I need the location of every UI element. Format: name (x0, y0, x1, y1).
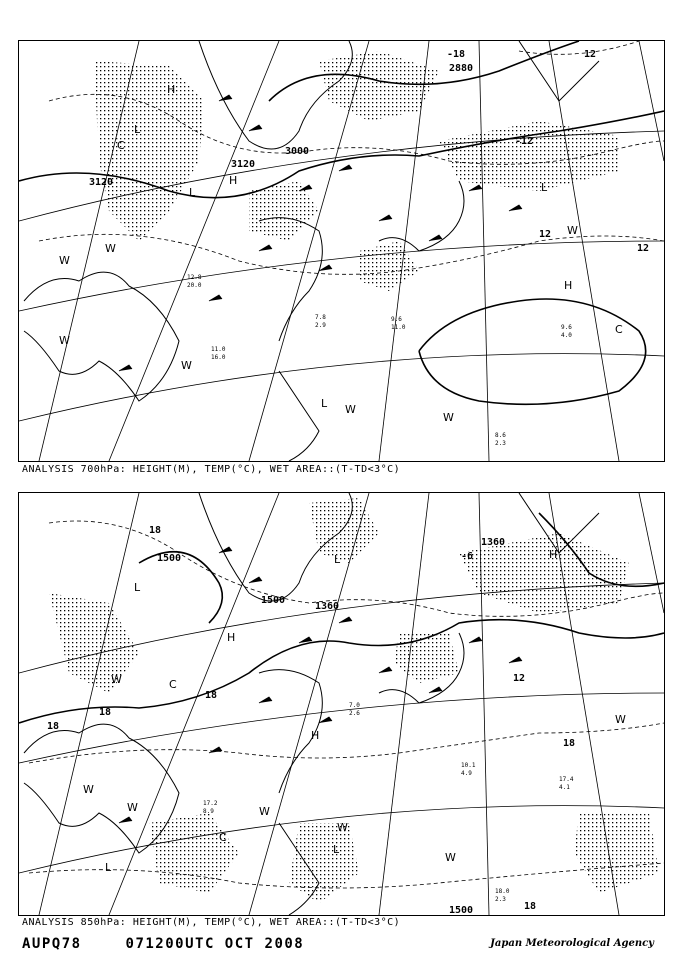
isotherm-label-12-a: 12 (539, 229, 552, 240)
product-code: AUPQ78 (22, 936, 82, 952)
wind-barbs (119, 547, 522, 823)
station-temp: 9.6 (391, 316, 402, 323)
map-panel-850hpa (18, 492, 665, 916)
pressure-center-low: L (189, 186, 196, 199)
station-dewpoint: 4.1 (559, 784, 570, 791)
pressure-center-cold: C (219, 831, 227, 844)
pressure-center-low: L (105, 861, 112, 874)
pressure-center-warm: W (181, 359, 192, 372)
isotherm-label-18: 18 (99, 707, 112, 718)
station-plots (203, 702, 574, 903)
contour-label-3000: 3000 (285, 146, 310, 157)
pressure-center-high: H (311, 729, 320, 742)
pressure-center-low: L (134, 123, 141, 136)
product-line (22, 936, 338, 952)
pressure-center-low: L (321, 397, 328, 410)
station-dewpoint: 20.0 (187, 282, 202, 289)
isotherm-label-12-c: 12 (584, 49, 597, 60)
station-dewpoint: 2.3 (495, 440, 506, 447)
contour-label-2880: 2880 (449, 63, 474, 74)
station-dewpoint: 8.9 (203, 808, 214, 815)
isotherm-label-minus12: -12 (515, 136, 534, 147)
pressure-center-warm: W (59, 254, 70, 267)
contour-label-1500-c: 1500 (449, 905, 474, 915)
pressure-center-warm: W (59, 334, 70, 347)
isotherm-label-12: 12 (513, 673, 526, 684)
station-temp: 8.6 (495, 432, 506, 439)
station-temp: 9.6 (561, 324, 572, 331)
station-temp: 7.0 (349, 702, 360, 709)
isotherm-label-18: 18 (563, 738, 576, 749)
pressure-center-cold: C (169, 678, 177, 691)
contour-label-1360-b: 1360 (481, 537, 506, 548)
isotherm-label-18: 18 (524, 901, 537, 912)
map-850hpa-svg (19, 493, 664, 915)
station-dewpoint: 2.3 (495, 896, 506, 903)
agency-name: Japan Meteorological Agency (490, 938, 654, 949)
station-dewpoint: 11.0 (391, 324, 406, 331)
contour-label-1360-a: 1360 (315, 601, 340, 612)
pressure-center-warm: W (259, 805, 270, 818)
station-temp: 17.4 (559, 776, 574, 783)
map-700hpa-svg (19, 41, 664, 461)
pressure-center-low: L (333, 843, 340, 856)
station-dewpoint: 16.0 (211, 354, 226, 361)
station-plots (187, 274, 572, 447)
valid-time: 071200UTC OCT 2008 (125, 936, 305, 952)
pressure-center-cold: C (615, 323, 623, 336)
map-panel-700hpa (18, 40, 665, 462)
pressure-center-low: L (541, 181, 548, 194)
pressure-center-warm: W (83, 783, 94, 796)
contour-label-3120-a: 3120 (89, 177, 114, 188)
station-temp: 10.1 (461, 762, 476, 769)
station-temp: 12.8 (187, 274, 202, 281)
pressure-center-warm: W (111, 673, 122, 686)
isotherm-label-18: 18 (149, 525, 162, 536)
pressure-center-warm: W (105, 242, 116, 255)
isotherm-label-minus18: -18 (447, 49, 466, 60)
pressure-center-low: L (334, 553, 341, 566)
isotherm-label-12-b: 12 (637, 243, 650, 254)
pressure-center-warm: W (127, 801, 138, 814)
station-dewpoint: 4.0 (561, 332, 572, 339)
caption-850hpa: ANALYSIS 850hPa: HEIGHT(M), TEMP(°C), WET AREA::(T-TD<3°C) (22, 917, 401, 928)
pressure-center-warm: W (345, 403, 356, 416)
pressure-center-warm: W (615, 713, 626, 726)
isotherm-label-minus6: -6 (461, 551, 474, 562)
station-temp: 7.8 (315, 314, 326, 321)
pressure-center-high: H (564, 279, 573, 292)
pressure-center-warm: W (443, 411, 454, 424)
station-temp: 11.0 (211, 346, 226, 353)
caption-700hpa: ANALYSIS 700hPa: HEIGHT(M), TEMP(°C), WET AREA::(T-TD<3°C) (22, 464, 401, 475)
wet-area-shading (49, 498, 659, 903)
contour-label-1500-a: 1500 (157, 553, 182, 564)
pressure-center-warm: W (445, 851, 456, 864)
pressure-center-low: L (134, 581, 141, 594)
station-dewpoint: 2.6 (349, 710, 360, 717)
contour-label-3120-b: 3120 (231, 159, 256, 170)
pressure-center-high: H (227, 631, 236, 644)
station-dewpoint: 4.9 (461, 770, 472, 777)
isotherm-label-18: 18 (47, 721, 60, 732)
isotherm-label-18: 18 (205, 690, 218, 701)
contour-label-1500-b: 1500 (261, 595, 286, 606)
pressure-center-warm: W (567, 224, 578, 237)
pressure-center-high: H (229, 174, 238, 187)
pressure-center-high: H (549, 548, 558, 561)
pressure-center-warm: W (337, 821, 348, 834)
station-dewpoint: 2.9 (315, 322, 326, 329)
pressure-center-high: H (167, 83, 176, 96)
station-temp: 17.2 (203, 800, 218, 807)
station-temp: 18.0 (495, 888, 510, 895)
pressure-center-cold: C (117, 139, 125, 152)
